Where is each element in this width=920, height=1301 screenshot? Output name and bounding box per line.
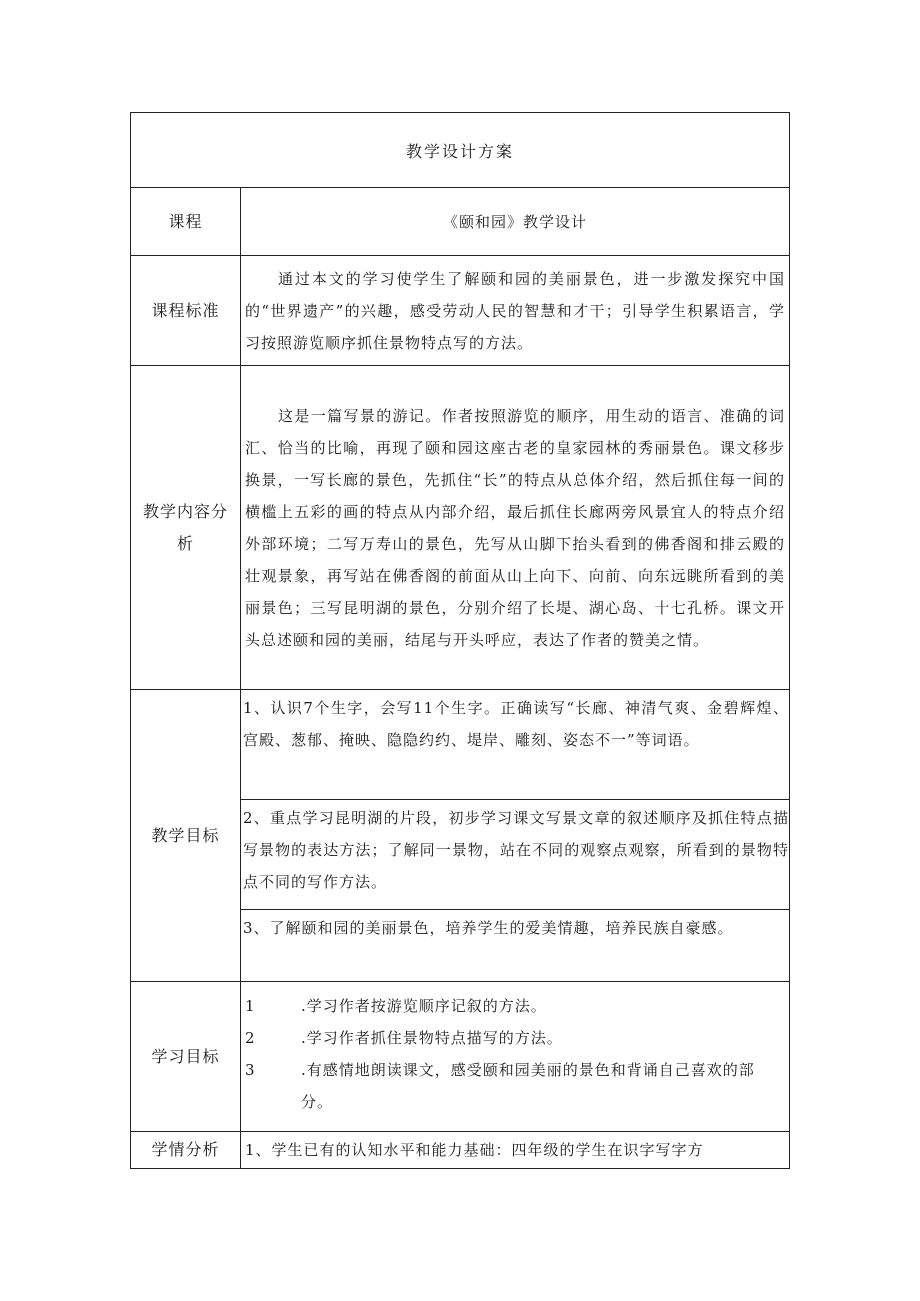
teaching-goal-row-1 <box>131 690 790 800</box>
teaching-goal-item: 3、了解颐和园的美丽景色，培养学生的爱美情趣，培养民族自豪感。 <box>241 910 790 982</box>
learning-goal-item <box>245 1054 787 1118</box>
standard-label: 课程标准 <box>131 256 241 366</box>
student-analysis-label: 学情分析 <box>131 1132 241 1169</box>
student-analysis-row <box>131 1132 790 1169</box>
learning-goal-text: .学习作者抓住景物特点描写的方法。 <box>301 1029 563 1047</box>
lesson-plan-table <box>130 112 790 1169</box>
content-analysis-label: 教学内容分析 <box>131 366 241 690</box>
teaching-goal-item: 2、重点学习昆明湖的片段，初步学习课文写景文章的叙述顺序及抓住特点描写景物的表达方法；了解同一景物，站在不同的观察点观察，所看到的景物特点不同的写作方法。 <box>241 800 790 910</box>
learning-goal-number: 2 <box>245 1029 256 1047</box>
learning-goal-number: 1 <box>245 997 256 1015</box>
learning-goal-text: .有感情地朗读课文，感受颐和园美丽的景色和背诵自己喜欢的部分。 <box>301 1061 755 1111</box>
teaching-goal-item: 1、认识7个生字，会写11个生字。正确读写“长廊、神清气爽、金碧辉煌、宫殿、葱郁、掩映、隐隐约约、堤岸、雕刻、姿态不一”等词语。 <box>241 690 790 800</box>
document-title: 教学设计方案 <box>131 113 790 188</box>
standard-row <box>131 256 790 366</box>
student-analysis-value: 1、学生已有的认知水平和能力基础：四年级的学生在识字写字方 <box>241 1132 790 1169</box>
course-value: 《颐和园》教学设计 <box>241 188 790 256</box>
course-row <box>131 188 790 256</box>
title-row <box>131 113 790 188</box>
learning-goal-item <box>245 1022 787 1054</box>
course-label: 课程 <box>131 188 241 256</box>
learning-goal-item <box>245 990 787 1022</box>
content-analysis-row <box>131 366 790 690</box>
learning-goals-row <box>131 982 790 1132</box>
content-analysis-value: 这是一篇写景的游记。作者按照游览的顺序，用生动的语言、准确的词汇、恰当的比喻，再现了颐和园这座古老的皇家园林的秀丽景色。课文移步换景，一写长廊的景色，先抓住“长”的特点从总体介绍，然后抓住每一间的横槛上五彩的画的特点从内部介绍，最后抓住长廊两旁风景宜人的特点介绍外部环境；二写万寿山的景色，先写从山脚下抬头看到的佛香阁和排云殿的壮观景象，再写站在佛香阁的前面从山上向下、向前、向东远眺所看到的美丽景色；三写昆明湖的景色，分别介绍了长堤、湖心岛、十七孔桥。课文开头总述颐和园的美丽，结尾与开头呼应，表达了作者的赞美之情。 <box>241 366 790 690</box>
learning-goal-text: .学习作者按游览顺序记叙的方法。 <box>301 997 547 1015</box>
learning-goals-label: 学习目标 <box>131 982 241 1132</box>
learning-goal-number: 3 <box>245 1061 256 1079</box>
standard-value: 通过本文的学习使学生了解颐和园的美丽景色，进一步激发探究中国的“世界遗产”的兴趣，感受劳动人民的智慧和才干；引导学生积累语言，学习按照游览顺序抓住景物特点写的方法。 <box>241 256 790 366</box>
lesson-plan-sheet <box>130 112 790 1169</box>
learning-goals-list <box>241 982 790 1132</box>
teaching-goals-label: 教学目标 <box>131 690 241 982</box>
